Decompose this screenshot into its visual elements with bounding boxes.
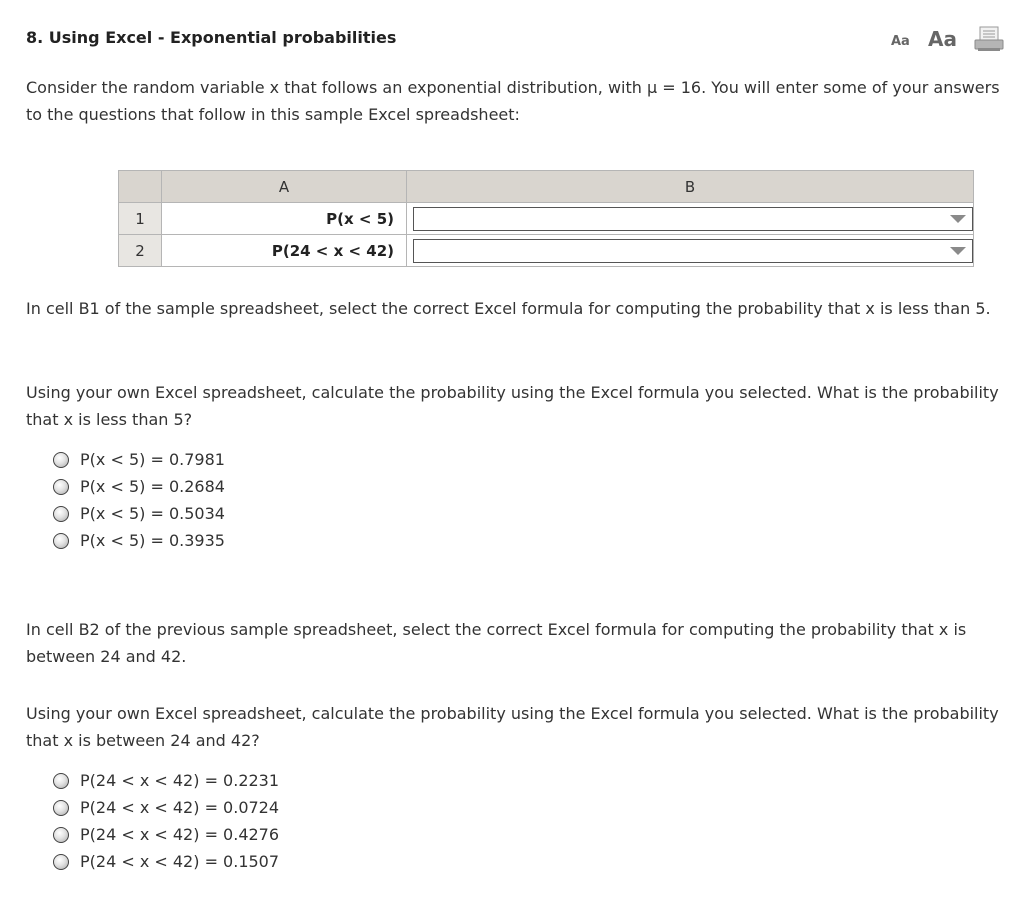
part1-option[interactable] <box>53 473 225 500</box>
option-label: P(x < 5) = 0.2684 <box>80 477 225 496</box>
part1-option[interactable] <box>53 500 225 527</box>
print-icon[interactable] <box>974 26 1004 52</box>
cell-a1: P(x < 5) <box>162 203 407 235</box>
sample-spreadsheet <box>118 170 974 267</box>
part1-option[interactable] <box>53 446 225 473</box>
option-label: P(24 < x < 42) = 0.4276 <box>80 825 280 844</box>
part1-instruction: In cell B1 of the sample spreadsheet, select the correct Excel formula for computing the probability that x is less than 5. <box>26 299 991 318</box>
radio-button-icon[interactable] <box>53 479 69 495</box>
part1-option[interactable] <box>53 527 225 554</box>
question-title: 8. Using Excel - Exponential probabilities <box>26 28 397 47</box>
part2-question: Using your own Excel spreadsheet, calculate the probability using the Excel formula you selected. What is the probability that x is between 24 and 42? <box>26 704 999 750</box>
radio-button-icon[interactable] <box>53 506 69 522</box>
intro-text: Consider the random variable x that follows an exponential distribution, with μ = 16. You will enter some of your answers to the questions that follow in this sample Excel spreadsheet: <box>26 78 1000 124</box>
option-label: P(24 < x < 42) = 0.0724 <box>80 798 280 817</box>
cell-b2 <box>407 235 974 267</box>
part1-question: Using your own Excel spreadsheet, calculate the probability using the Excel formula you selected. What is the probability that x is less than 5? <box>26 383 999 429</box>
decrease-text-size-button[interactable]: Aa <box>891 34 910 49</box>
column-header-a: A <box>162 171 407 203</box>
spreadsheet-corner <box>119 171 162 203</box>
row-number: 2 <box>119 235 162 267</box>
cell-b2-formula-dropdown[interactable] <box>413 239 973 263</box>
option-label: P(x < 5) = 0.3935 <box>80 531 225 550</box>
part2-option[interactable] <box>53 767 279 794</box>
dropdown-arrow-icon <box>950 247 966 255</box>
part2-option[interactable] <box>53 794 279 821</box>
part2-option[interactable] <box>53 821 279 848</box>
dropdown-arrow-icon <box>950 215 966 223</box>
part2-option[interactable] <box>53 848 279 875</box>
option-label: P(x < 5) = 0.7981 <box>80 450 225 469</box>
radio-button-icon[interactable] <box>53 800 69 816</box>
cell-b1-formula-dropdown[interactable] <box>413 207 973 231</box>
option-label: P(24 < x < 42) = 0.2231 <box>80 771 280 790</box>
option-label: P(24 < x < 42) = 0.1507 <box>80 852 280 871</box>
radio-button-icon[interactable] <box>53 533 69 549</box>
radio-button-icon[interactable] <box>53 827 69 843</box>
part2-options <box>53 767 279 875</box>
column-header-b: B <box>407 171 974 203</box>
radio-button-icon[interactable] <box>53 452 69 468</box>
radio-button-icon[interactable] <box>53 773 69 789</box>
part1-options <box>53 446 225 554</box>
row-number: 1 <box>119 203 162 235</box>
option-label: P(x < 5) = 0.5034 <box>80 504 225 523</box>
cell-a2: P(24 < x < 42) <box>162 235 407 267</box>
increase-text-size-button[interactable]: Aa <box>928 27 957 51</box>
radio-button-icon[interactable] <box>53 854 69 870</box>
cell-b1 <box>407 203 974 235</box>
part2-instruction: In cell B2 of the previous sample spreadsheet, select the correct Excel formula for computing the probability that x is between 24 and 42. <box>26 620 967 666</box>
